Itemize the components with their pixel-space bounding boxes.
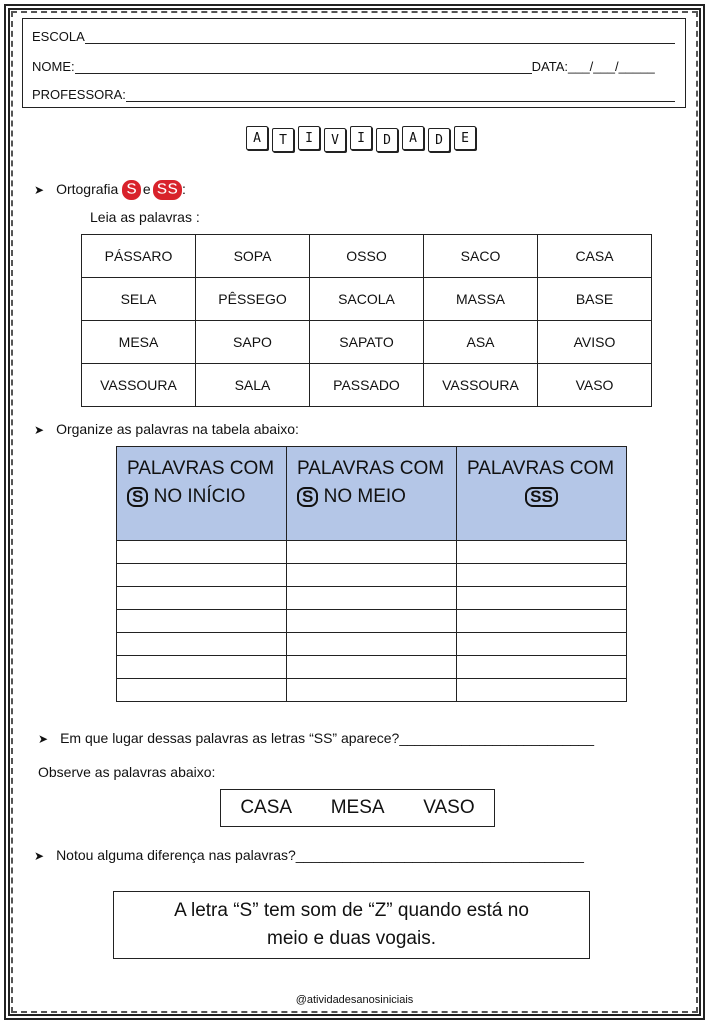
word-cell: SALA [196,364,310,407]
question1-text[interactable]: Em que lugar dessas palavras as letras “SS” aparece?_________________________ [60,730,594,746]
title-letter-tile: A [402,126,424,150]
answer-cell[interactable] [117,633,287,656]
answer-cell[interactable] [457,633,627,656]
words-row [82,321,652,364]
answer-cell[interactable] [287,541,457,564]
col-s-inicio-header [117,447,287,541]
word-cell: SAPATO [310,321,424,364]
answer-cell[interactable] [117,541,287,564]
title-letter-tile: A [246,126,268,150]
answer-cell[interactable] [287,587,457,610]
word-cell: SAPO [196,321,310,364]
words-row [82,278,652,321]
rule-box [113,891,590,959]
col-header-text: NO INÍCIO [153,486,246,507]
answer-row [117,679,627,702]
answer-cell[interactable] [117,564,287,587]
answer-row [117,656,627,679]
title-letter-tile: I [350,126,372,150]
col-header-text: PALAVRAS COM [467,458,615,479]
answer-cell[interactable] [457,587,627,610]
word-cell: PASSADO [310,364,424,407]
word-cell: SOPA [196,235,310,278]
arrow-bullet-icon: ➤ [34,183,45,197]
observe-instruction: Observe as palavras abaixo: [38,764,216,780]
answer-cell[interactable] [117,679,287,702]
words-row [82,364,652,407]
nome-label: NOME: [32,59,75,74]
red-s-badge: S [122,180,141,200]
arrow-bullet-icon: ➤ [34,849,45,863]
nome-field[interactable] [75,61,532,74]
answer-cell[interactable] [457,564,627,587]
answer-cell[interactable] [117,656,287,679]
answer-cell[interactable] [287,610,457,633]
question2 [34,847,584,863]
word-cell: VASSOURA [424,364,538,407]
question1 [38,730,594,746]
activity-title [246,126,476,150]
answer-row [117,633,627,656]
col-ss-header [457,447,627,541]
question2-text[interactable]: Notou alguma diferença nas palavras?_____________________________________ [56,847,584,863]
black-s-badge: S [127,487,148,507]
section2-heading [34,421,299,437]
title-letter-tile: D [376,128,398,152]
student-header [22,18,686,108]
red-ss-badge: SS [153,180,182,200]
read-words-instruction: Leia as palavras : [90,209,200,225]
word-cell: SACOLA [310,278,424,321]
title-letter-tile: E [454,126,476,150]
title-letter-tile: V [324,128,346,152]
answer-row [117,587,627,610]
answer-cell[interactable] [457,610,627,633]
e-connector: e [142,181,151,197]
answer-row [117,541,627,564]
word-cell: OSSO [310,235,424,278]
word-cell: PÁSSARO [82,235,196,278]
title-letter-tile: D [428,128,450,152]
colon: : [182,181,186,197]
organize-table [116,446,627,702]
word-cell: VASSOURA [82,364,196,407]
word-cell: PÊSSEGO [196,278,310,321]
answer-cell[interactable] [287,564,457,587]
answer-cell[interactable] [117,587,287,610]
credit-handle: @atividadesanosiniciais [295,994,414,1006]
word-cell: SELA [82,278,196,321]
black-s-badge: S [297,487,318,507]
words-row [82,235,652,278]
word-cell: ASA [424,321,538,364]
word-cell: BASE [538,278,652,321]
example-word: VASO [423,797,475,818]
escola-line [32,29,675,44]
professora-line [32,87,675,102]
example-word: CASA [240,797,293,818]
nome-line [32,59,655,74]
answer-cell[interactable] [117,610,287,633]
title-letter-tile: T [272,128,294,152]
col-s-meio-header [287,447,457,541]
col-header-text: PALAVRAS COM [127,458,275,479]
title-letter-tile: I [298,126,320,150]
answer-row [117,610,627,633]
example-words-box [220,789,495,827]
word-cell: MESA [82,321,196,364]
professora-field[interactable] [126,89,675,102]
arrow-bullet-icon: ➤ [34,423,45,437]
organize-instruction: Organize as palavras na tabela abaixo: [56,421,299,437]
word-cell: SACO [424,235,538,278]
word-cell: AVISO [538,321,652,364]
answer-cell[interactable] [287,633,457,656]
data-label[interactable]: DATA:___/___/_____ [531,59,655,74]
col-header-text: PALAVRAS COM [297,458,445,479]
arrow-bullet-icon: ➤ [38,732,49,746]
answer-cell[interactable] [457,656,627,679]
words-table [81,234,652,407]
answer-cell[interactable] [287,679,457,702]
escola-field[interactable] [85,31,675,44]
word-cell: MASSA [424,278,538,321]
answer-cell[interactable] [457,679,627,702]
answer-cell[interactable] [287,656,457,679]
rule-line-2: meio e duas vogais. [267,928,436,949]
rule-line-1: A letra “S” tem som de “Z” quando está no [174,900,529,921]
professora-label: PROFESSORA: [32,87,126,102]
example-word: MESA [330,797,385,818]
black-ss-badge: SS [525,487,558,507]
col-header-text: NO MEIO [323,486,406,507]
escola-label: ESCOLA [32,29,85,44]
section1-heading [34,180,186,200]
organize-header-row [117,447,627,541]
ortografia-label: Ortografia [56,181,119,197]
word-cell: CASA [538,235,652,278]
answer-row [117,564,627,587]
answer-cell[interactable] [457,541,627,564]
word-cell: VASO [538,364,652,407]
